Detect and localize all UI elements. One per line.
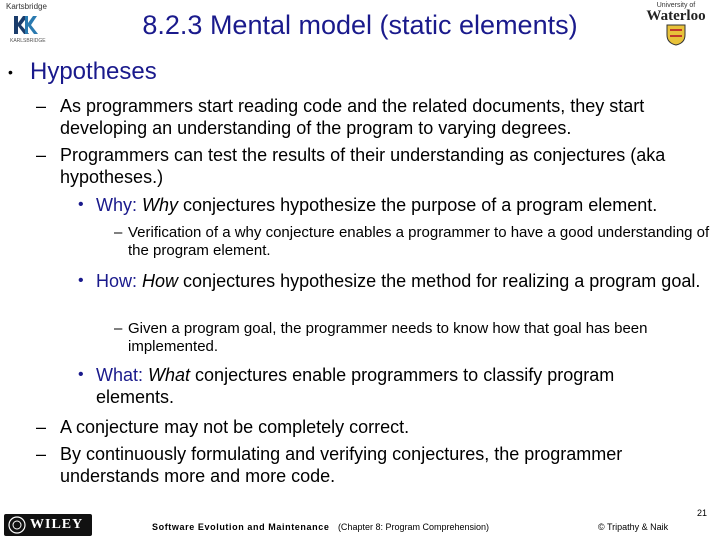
bullet-icon: • (8, 64, 13, 80)
item-why: • Why: Why conjectures hypothesize the purpose of a program element. (78, 195, 658, 215)
slide-title: 8.2.3 Mental model (static elements) (142, 10, 578, 40)
wiley-seal-icon (8, 516, 26, 534)
crest-icon (666, 24, 686, 46)
item-how-sub: – Given a program goal, the programmer needs to know how that goal has been implemented. (114, 320, 648, 355)
logo-subcaption: KARLSBRIDGE (10, 38, 46, 44)
page-number: 21 (697, 508, 708, 518)
footer-center: Software Evolution and Maintenance (Chapter 8: Program Comprehension) (152, 522, 490, 532)
item-not-correct: – A conjecture may not be completely correct. (36, 417, 410, 437)
karlsbridge-logo (6, 2, 58, 46)
item-how: • How: How conjectures hypothesize the method for realizing a program goal. (78, 271, 701, 291)
wiley-logo (4, 514, 92, 536)
kk-mark-icon (12, 14, 38, 36)
item-test-results: – Programmers can test the results of their understanding as conjectures (aka hypotheses.) (36, 145, 666, 187)
item-what: • What: What conjectures enable programmers to classify program elements. (78, 365, 615, 407)
logo-caption: Kartsbridge (6, 2, 47, 11)
waterloo-main: Waterloo (646, 8, 706, 24)
wiley-text: WILEY (30, 517, 84, 532)
heading-hypotheses: Hypotheses (30, 58, 157, 85)
item-reading-code: – As programmers start reading code and the related documents, they start developing an understanding of the program to varying degrees. (36, 96, 645, 138)
item-continuously: – By continuously formulating and verifying conjectures, the programmer understands more and more code. (36, 444, 623, 486)
waterloo-top: University of (656, 2, 696, 9)
footer-copyright: © Tripathy & Naik (598, 522, 669, 532)
waterloo-logo (636, 2, 716, 46)
item-why-sub: – Verification of a why conjecture enables a programmer to have a good understanding of the program element. (114, 224, 710, 259)
